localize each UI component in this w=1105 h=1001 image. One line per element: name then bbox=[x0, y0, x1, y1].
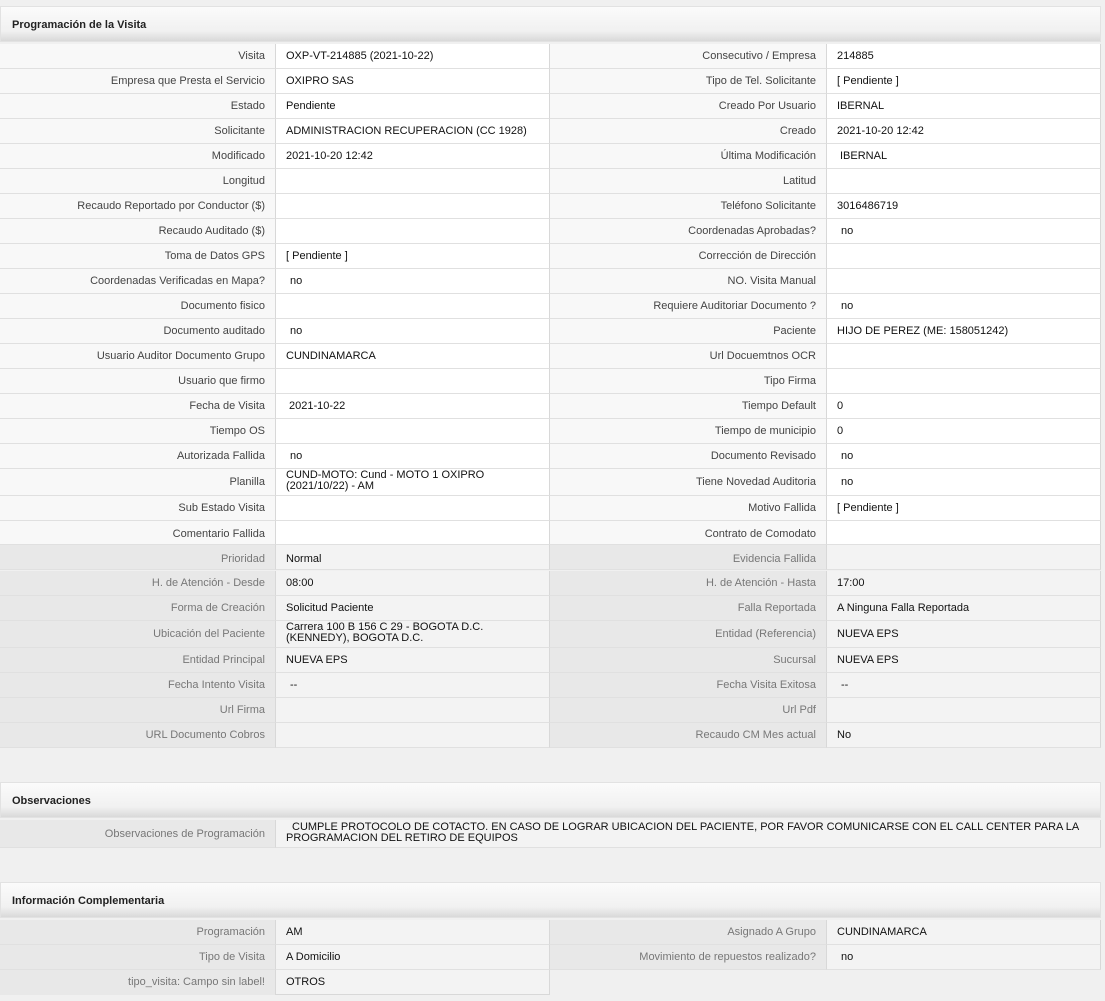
field-label: Teléfono Solicitante bbox=[550, 194, 826, 219]
field-label: Comentario Fallida bbox=[0, 521, 275, 545]
field-label: Consecutivo / Empresa bbox=[550, 44, 826, 69]
table-row bbox=[0, 44, 1101, 69]
field-label: Creado Por Usuario bbox=[550, 94, 826, 119]
field-label: Requiere Auditoriar Documento ? bbox=[550, 294, 826, 319]
field-value: no bbox=[826, 469, 1101, 496]
field-label: Longitud bbox=[0, 169, 275, 194]
field-value: No bbox=[826, 723, 1101, 748]
field-value: 214885 bbox=[826, 44, 1101, 69]
field-label: Prioridad bbox=[0, 545, 275, 570]
field-label: Recaudo CM Mes actual bbox=[550, 723, 826, 748]
table-row bbox=[0, 496, 1101, 521]
field-value: CUND-MOTO: Cund - MOTO 1 OXIPRO (2021/10/22) - AM bbox=[275, 469, 550, 496]
field-value: NUEVA EPS bbox=[275, 648, 550, 673]
field-label: Latitud bbox=[550, 169, 826, 194]
field-label: Planilla bbox=[0, 469, 275, 496]
field-label: Sub Estado Visita bbox=[0, 496, 275, 521]
field-value bbox=[826, 545, 1101, 570]
field-value: no bbox=[826, 444, 1101, 469]
field-value: CUNDINAMARCA bbox=[275, 344, 550, 369]
field-label: Url Firma bbox=[0, 698, 275, 723]
field-label: Observaciones de Programación bbox=[0, 820, 275, 848]
field-label: Toma de Datos GPS bbox=[0, 244, 275, 269]
table-row bbox=[0, 69, 1101, 94]
table-row bbox=[0, 545, 1101, 570]
field-value: Carrera 100 B 156 C 29 - BOGOTA D.C. (KENNEDY), BOGOTA D.C. bbox=[275, 621, 550, 648]
field-value: CUNDINAMARCA bbox=[826, 920, 1101, 945]
field-value: no bbox=[275, 269, 550, 294]
field-label: NO. Visita Manual bbox=[550, 269, 826, 294]
field-value bbox=[826, 344, 1101, 369]
section-header-observaciones: Observaciones bbox=[0, 782, 1101, 818]
field-value: 0 bbox=[826, 394, 1101, 419]
field-value: no bbox=[275, 319, 550, 344]
table-row bbox=[0, 621, 1101, 648]
field-label: Tipo Firma bbox=[550, 369, 826, 394]
section-header-programacion: Programación de la Visita bbox=[0, 6, 1101, 42]
table-row bbox=[0, 269, 1101, 294]
section-header-complementaria: Información Complementaria bbox=[0, 882, 1101, 918]
field-value: A Ninguna Falla Reportada bbox=[826, 596, 1101, 621]
field-label: Documento auditado bbox=[0, 319, 275, 344]
field-label: Modificado bbox=[0, 144, 275, 169]
field-value: 08:00 bbox=[275, 571, 550, 596]
field-label: Asignado A Grupo bbox=[550, 920, 826, 945]
field-value bbox=[826, 521, 1101, 545]
field-label: Programación bbox=[0, 920, 275, 945]
table-row bbox=[0, 673, 1101, 698]
field-value: Pendiente bbox=[275, 94, 550, 119]
field-label: Empresa que Presta el Servicio bbox=[0, 69, 275, 94]
field-value: NUEVA EPS bbox=[826, 648, 1101, 673]
field-value: Normal bbox=[275, 545, 550, 570]
field-value: IBERNAL bbox=[826, 94, 1101, 119]
field-value bbox=[275, 169, 550, 194]
field-value: no bbox=[275, 444, 550, 469]
field-label: Paciente bbox=[550, 319, 826, 344]
field-label: Fecha Visita Exitosa bbox=[550, 673, 826, 698]
field-label: Visita bbox=[0, 44, 275, 69]
field-value: 2021-10-20 12:42 bbox=[826, 119, 1101, 144]
field-label: Recaudo Reportado por Conductor ($) bbox=[0, 194, 275, 219]
field-label: Usuario que firmo bbox=[0, 369, 275, 394]
field-value bbox=[826, 244, 1101, 269]
field-label: Tipo de Tel. Solicitante bbox=[550, 69, 826, 94]
table-row bbox=[0, 571, 1101, 596]
table-row bbox=[0, 319, 1101, 344]
toma-datos-gps-link[interactable]: [ Pendiente ] bbox=[275, 244, 550, 269]
field-value: CUMPLE PROTOCOLO DE COTACTO. EN CASO DE LOGRAR UBICACION DEL PACIENTE, POR FAVOR COMUNICARSE CON EL CALL CENTER PARA LA PROGRAMACION DEL RETIRO DE EQUIPOS bbox=[275, 820, 1101, 848]
field-label: URL Documento Cobros bbox=[0, 723, 275, 748]
field-value: NUEVA EPS bbox=[826, 621, 1101, 648]
field-label: Solicitante bbox=[0, 119, 275, 144]
field-value: no bbox=[826, 294, 1101, 319]
field-value: A Domicilio bbox=[275, 945, 550, 970]
field-value: OXP-VT-214885 (2021-10-22) bbox=[275, 44, 550, 69]
field-label: Tiempo Default bbox=[550, 394, 826, 419]
field-value bbox=[826, 369, 1101, 394]
field-value bbox=[275, 521, 550, 545]
field-value: HIJO DE PEREZ (ME: 158051242) bbox=[826, 319, 1101, 344]
field-label: Ubicación del Paciente bbox=[0, 621, 275, 648]
field-label: Forma de Creación bbox=[0, 596, 275, 621]
table-row bbox=[0, 394, 1101, 419]
table-row bbox=[0, 194, 1101, 219]
field-value: AM bbox=[275, 920, 550, 945]
table-row bbox=[0, 920, 1101, 945]
field-label: Url Docuemtnos OCR bbox=[550, 344, 826, 369]
field-label: Recaudo Auditado ($) bbox=[0, 219, 275, 244]
field-value: OTROS bbox=[275, 970, 550, 995]
table-row bbox=[0, 970, 550, 995]
field-label: Documento Revisado bbox=[550, 444, 826, 469]
table-row bbox=[0, 294, 1101, 319]
motivo-fallida-link[interactable]: [ Pendiente ] bbox=[826, 496, 1101, 521]
field-value bbox=[275, 698, 550, 723]
field-value: 0 bbox=[826, 419, 1101, 444]
field-label: Fecha de Visita bbox=[0, 394, 275, 419]
field-label: Movimiento de repuestos realizado? bbox=[550, 945, 826, 970]
field-label: Sucursal bbox=[550, 648, 826, 673]
table-row bbox=[0, 119, 1101, 144]
table-row bbox=[0, 344, 1101, 369]
field-value bbox=[275, 294, 550, 319]
table-row bbox=[0, 469, 1101, 496]
field-value bbox=[826, 698, 1101, 723]
field-label: Tiempo de municipio bbox=[550, 419, 826, 444]
table-row bbox=[0, 144, 1101, 169]
field-value bbox=[275, 419, 550, 444]
field-value bbox=[275, 496, 550, 521]
field-label: Tiene Novedad Auditoria bbox=[550, 469, 826, 496]
table-row bbox=[0, 94, 1101, 119]
field-label: Fecha Intento Visita bbox=[0, 673, 275, 698]
field-value: Solicitud Paciente bbox=[275, 596, 550, 621]
field-value: ADMINISTRACION RECUPERACION (CC 1928) bbox=[275, 119, 550, 144]
field-label: Última Modificación bbox=[550, 144, 826, 169]
field-value bbox=[275, 369, 550, 394]
field-label: Tiempo OS bbox=[0, 419, 275, 444]
field-value bbox=[275, 723, 550, 748]
table-row bbox=[0, 648, 1101, 673]
field-label: Estado bbox=[0, 94, 275, 119]
field-label: Usuario Auditor Documento Grupo bbox=[0, 344, 275, 369]
field-value: 2021-10-22 bbox=[275, 394, 550, 419]
table-row bbox=[0, 369, 1101, 394]
field-value bbox=[275, 194, 550, 219]
field-label: Contrato de Comodato bbox=[550, 521, 826, 545]
field-value: 17:00 bbox=[826, 571, 1101, 596]
field-label: Falla Reportada bbox=[550, 596, 826, 621]
field-value bbox=[826, 169, 1101, 194]
table-row bbox=[0, 698, 1101, 723]
table-row bbox=[0, 219, 1101, 244]
field-value: 2021-10-20 12:42 bbox=[275, 144, 550, 169]
table-row bbox=[0, 419, 1101, 444]
field-label: tipo_visita: Campo sin label! bbox=[0, 970, 275, 995]
table-row bbox=[0, 945, 1101, 970]
field-label: Creado bbox=[550, 119, 826, 144]
field-label: Motivo Fallida bbox=[550, 496, 826, 521]
field-label: Coordenadas Aprobadas? bbox=[550, 219, 826, 244]
field-label: Autorizada Fallida bbox=[0, 444, 275, 469]
field-value: IBERNAL bbox=[826, 144, 1101, 169]
table-row bbox=[0, 444, 1101, 469]
field-label: Entidad (Referencia) bbox=[550, 621, 826, 648]
field-label: H. de Atención - Desde bbox=[0, 571, 275, 596]
table-row bbox=[0, 521, 1101, 545]
table-row bbox=[0, 596, 1101, 621]
field-value: no bbox=[826, 219, 1101, 244]
field-value: OXIPRO SAS bbox=[275, 69, 550, 94]
field-label: Url Pdf bbox=[550, 698, 826, 723]
field-label: Coordenadas Verificadas en Mapa? bbox=[0, 269, 275, 294]
field-label: H. de Atención - Hasta bbox=[550, 571, 826, 596]
table-row bbox=[0, 723, 1101, 748]
table-row bbox=[0, 820, 1101, 848]
field-label: Tipo de Visita bbox=[0, 945, 275, 970]
field-label: Entidad Principal bbox=[0, 648, 275, 673]
field-label: Documento fisico bbox=[0, 294, 275, 319]
field-value: 3016486719 bbox=[826, 194, 1101, 219]
tipo-tel-solicitante-link[interactable]: [ Pendiente ] bbox=[826, 69, 1101, 94]
field-value bbox=[826, 269, 1101, 294]
field-label: Corrección de Dirección bbox=[550, 244, 826, 269]
table-row bbox=[0, 244, 1101, 269]
field-value: no bbox=[826, 945, 1101, 970]
field-value: -- bbox=[826, 673, 1101, 698]
field-label: Evidencia Fallida bbox=[550, 545, 826, 570]
field-value bbox=[275, 219, 550, 244]
field-value: -- bbox=[275, 673, 550, 698]
table-row bbox=[0, 169, 1101, 194]
